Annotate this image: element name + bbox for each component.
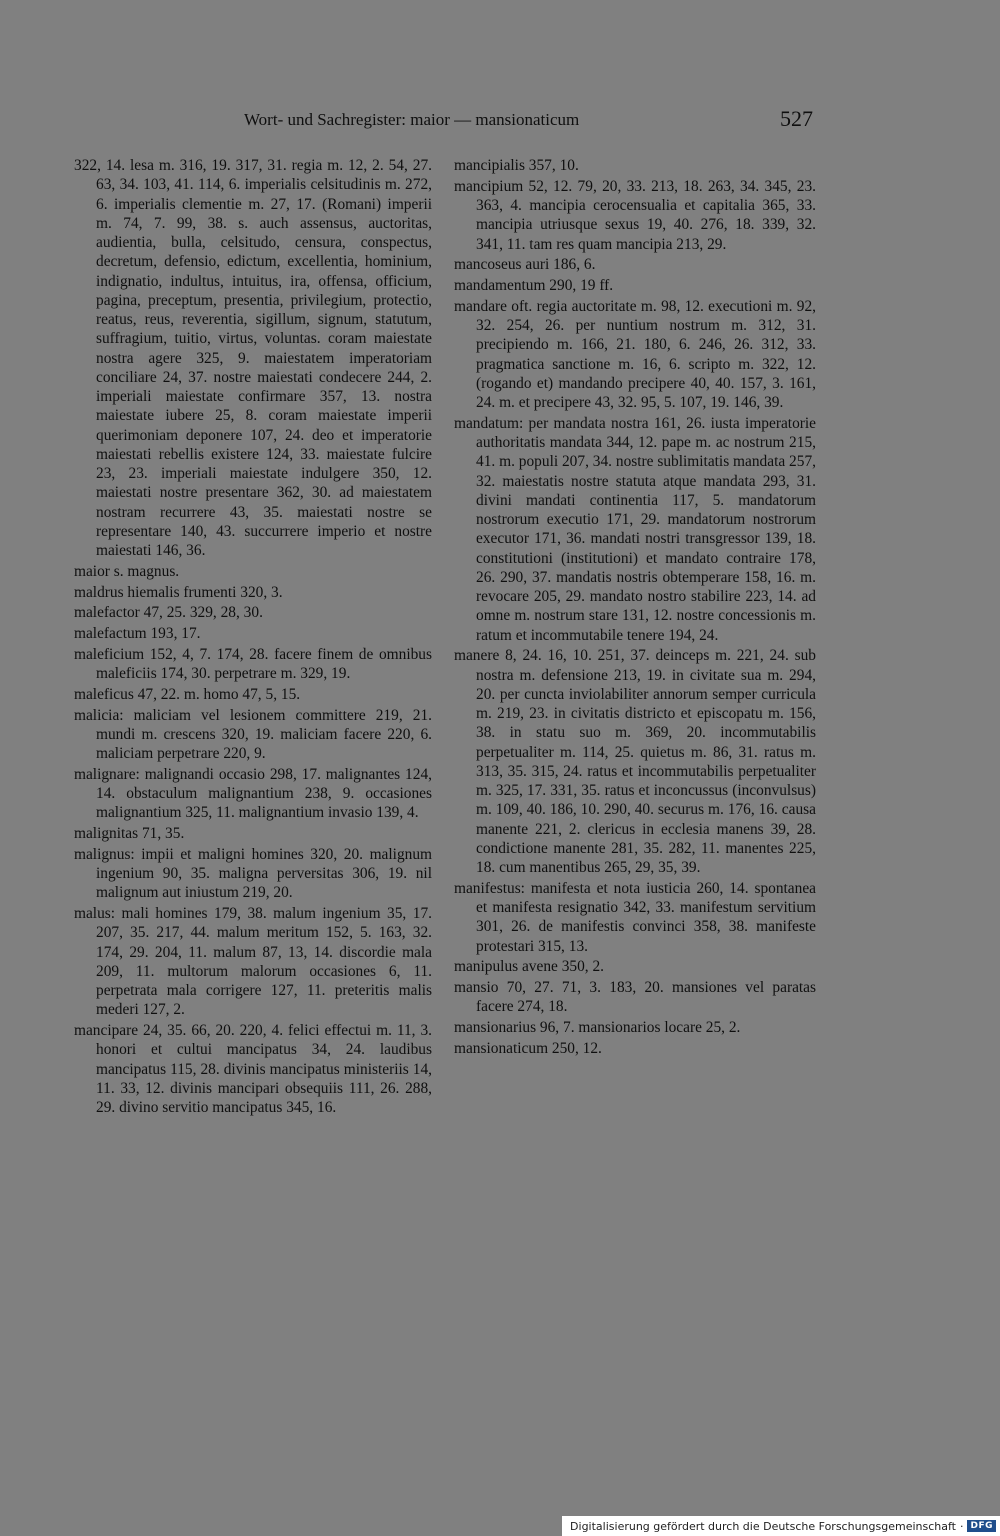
index-entry: 322, 14. lesa m. 316, 19. 317, 31. regia m. 12, 2. 54, 27. 63, 34. 103, 41. 114, 6. imperialis celsitudinis m. 272, 6. imperialis clementie m. 27, 17. (Romani) imperii m. 74, 7. 99, 38. s. auch assensus, auctoritas, audientia, bulla, celsitudo, censura, conspectus, decretum, defensio, edictum, excellentia, hominium, indignatio, indultus, intuitus, ira, offensa, officium, pagina, preceptum, presentia, privilegium, protectio, reatus, reus, reverentia, sigillum, signum, statutum, suffragium, tuitio, virtus, voluntas. coram maiestate nostra agere 325, 9. maiestatem imperatoriam conciliare 24, 37. nostre maiestati condecere 244, 2. imperiali maiestate confirmare 357, 13. nostra maiestate iubere 25, 8. coram maiestate imperii querimoniam deponere 107, 24. deo et imperatorie maiestati rebellis existere 124, 33. maiestate fulcire 23, 23. imperiali maiestate indulgere 350, 12. maiestati nostre presentare 362, 30. ad maiestatem nostram recurrere 43, 35. maiestati nostre se representare 140, 43. succurrere imperio et nostre maiestati 146, 36. xyxy=(74,157,432,559)
header-title: Wort- und Sachregister: maior — mansionaticum xyxy=(244,110,580,129)
page-number: 527 xyxy=(780,106,813,131)
index-entry: manifestus: manifesta et nota iusticia 260, 14. spontanea et manifesta resignatio 342, 33. manifestum servitium 301, 26. de manifestis convinci 358, 38. manifeste protestari 315, 13. xyxy=(454,879,816,955)
index-entry: mansionaticum 250, 12. xyxy=(454,1039,602,1057)
index-entry: maldrus hiemalis frumenti 320, 3. xyxy=(74,583,283,601)
index-entry: mansio 70, 27. 71, 3. 183, 20. mansiones vel paratas facere 274, 18. xyxy=(454,979,816,1016)
dfg-logo[interactable]: DFG xyxy=(967,1520,996,1532)
index-entry: mancipare 24, 35. 66, 20. 220, 4. felici effectui m. 11, 3. honori et cultui mancipatus 34, 24. laudibus mancipatus 115, 28. divinis mancipatus ministeriis 14, 11. 33, 12. divinis mancipari obsequiis 111, 26. 288, 29. divino servitio mancipatus 345, 16. xyxy=(74,1022,432,1116)
index-entry: malicia: maliciam vel lesionem committere 219, 21. mundi m. crescens 320, 19. maliciam facere 220, 6. maliciam perpetrare 220, 9. xyxy=(74,706,432,762)
index-entry: mansionarius 96, 7. mansionarios locare 25, 2. xyxy=(454,1019,741,1036)
index-entry: mancipialis 357, 10. xyxy=(454,157,579,174)
index-entry: mandare oft. regia auctoritate m. 98, 12. executioni m. 92, 32. 254, 26. per nuntium nostrum m. 312, 31. precipiendo m. 166, 21. 180, 6. 246, 26. 312, 33. pragmatica sanctione m. 16, 6. scripto m. 322, 12. (rogando et) mandando precipere 40, 40. 157, 3. 161, 24. m. et precipere 43, 32. 95, 5. 107, 19. 146, 39. xyxy=(454,297,816,411)
index-entry: malefactor 47, 25. 329, 28, 30. xyxy=(74,604,263,622)
index-entry: maleficium 152, 4, 7. 174, 28. facere finem de omnibus maleficiis 174, 30. perpetrare m. 329, 19. xyxy=(74,645,432,682)
funding-footer xyxy=(562,1516,1000,1536)
index-entry: malefactum 193, 17. xyxy=(74,625,201,642)
index-entry: malignitas 71, 35. xyxy=(74,825,185,842)
index-entry: malignare: malignandi occasio 298, 17. malignantes 124, 14. obstaculum malignantium 238, 9. occasiones malignantium 325, 11. malignantium invasio 139, 4. xyxy=(74,765,432,822)
index-entry: mancoseus auri 186, 6. xyxy=(454,256,596,274)
running-header xyxy=(0,104,1000,134)
index-entry: manere 8, 24. 16, 10. 251, 37. deinceps m. 221, 24. sub nostra m. defensione 213, 19. in civitate sua m. 294, 20. per cuncta inviolabiliter annorum semper curricula m. 219, 23. in civitatis districto et episcopatu m. 156, 38. in statu suo m. 369, 20. incommutabilis perpetualiter m. 114, 25. quietus m. 86, 31. ratus m. 313, 35. 315, 24. ratus et incommutabilis perpetualiter m. 325, 17. 331, 35. ratus et inconcussus (inconvulsus) m. 109, 40. 186, 10. 290, 40. securus m. 176, 16. causa manente 221, 2. clericus in ecclesia manens 39, 28. condictione manente 281, 35. 282, 11. manentes 225, 18. cum manentibus 265, 29, 35, 39. xyxy=(454,647,816,876)
funding-notice: Digitalisierung gefördert durch die Deutsche Forschungsgemeinschaft xyxy=(570,1519,956,1533)
left-column xyxy=(74,156,432,1119)
index-entry: mandamentum 290, 19 ff. xyxy=(454,277,614,294)
index-entry: maior s. magnus. xyxy=(74,562,180,580)
index-entry: malus: mali homines 179, 38. malum ingenium 35, 17. 207, 35. 217, 44. malum meritum 152, 5. 163, 32. 174, 29. 204, 11. malum 87, 13, 14. discordie mala 209, 11. multorum malorum occasiones 6, 11. perpetrata mala corrigere 127, 11. preteritis malis mederi 127, 2. xyxy=(74,905,432,1019)
index-entry: maleficus 47, 22. m. homo 47, 5, 15. xyxy=(74,685,301,703)
index-entry: manipulus avene 350, 2. xyxy=(454,958,605,976)
right-column xyxy=(454,156,816,1060)
index-entry: mancipium 52, 12. 79, 20, 33. 213, 18. 263, 34. 345, 23. 363, 4. mancipia cerocensualia et capitalia 365, 33. mancipia utriusque sexus 19, 40. 276, 18. 339, 32. 341, 11. tam res quam mancipia 213, 29. xyxy=(454,177,816,253)
footer-separator: · xyxy=(959,1519,964,1533)
index-entry: malignus: impii et maligni homines 320, 20. malignum ingenium 90, 35. maligna perversitas 306, 19. nil malignum aut iniustum 219, 20. xyxy=(74,845,432,902)
index-entry: mandatum: per mandata nostra 161, 26. iusta imperatorie authoritatis mandata 344, 12. pape m. ac nostrum 215, 41. m. populi 207, 34. nostre sublimitatis mandata 257, 32. maiestatis nostre statuta atque mandata 293, 31. divini mandati continentia 117, 5. mandatorum nostrorum executio 171, 29. mandatorum nostrorum executor 171, 36. mandati nostri transgressor 139, 18. constitutioni (institutioni) et mandato contraire 178, 26. 290, 37. mandatis nostris obtemperare 158, 16. m. revocare 205, 29. mandato nostro stabilire 223, 14. ad omne m. nostrum stare 131, 12. nostre concessionis m. ratum et incommutabile tenere 194, 24. xyxy=(454,414,816,644)
